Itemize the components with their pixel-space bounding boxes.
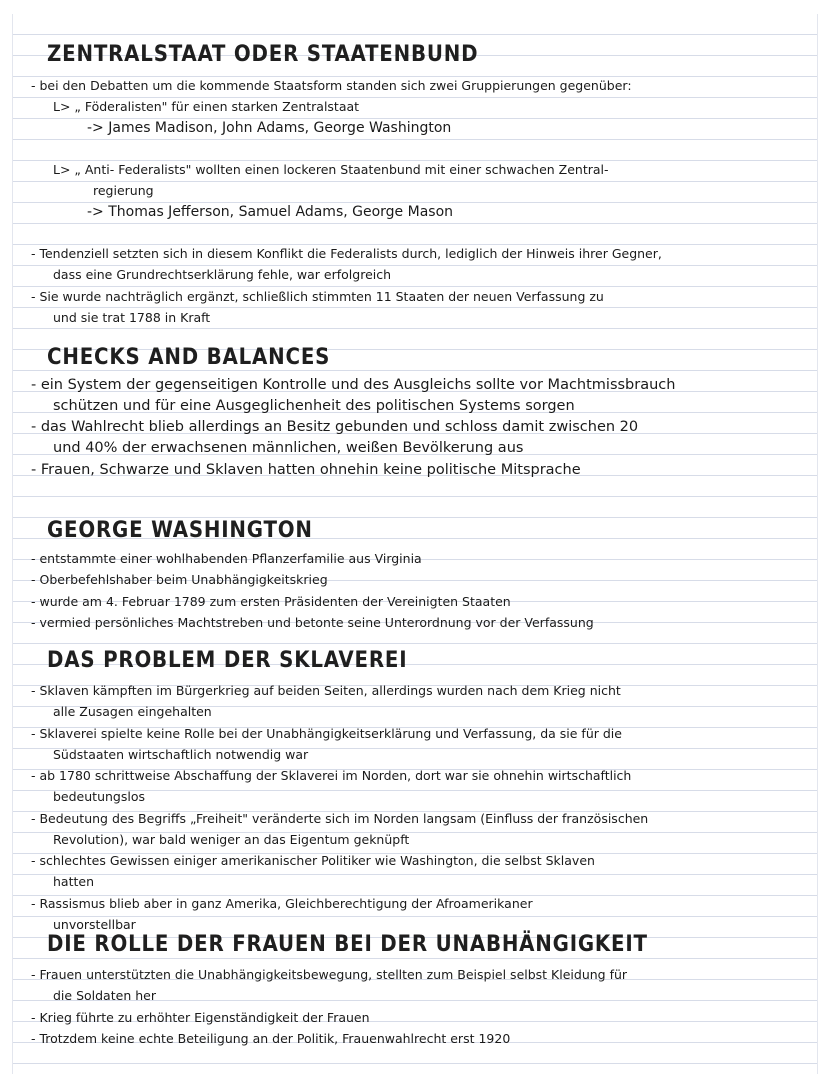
note-line: - das Wahlrecht blieb allerdings an Besitz gebunden und schloss damit zwischen 20 (31, 419, 639, 435)
note-line: schützen und für eine Ausgeglichenheit des politischen Systems sorgen (53, 398, 575, 414)
note-line: - Sie wurde nachträglich ergänzt, schließlich stimmten 11 Staaten der neuen Verfassung zu (31, 289, 604, 304)
note-line: dass eine Grundrechtserklärung fehle, war erfolgreich (53, 267, 392, 282)
note-line: - Tendenziell setzten sich in diesem Konflikt die Federalists durch, lediglich der Hinweis ihrer Gegner, (31, 246, 662, 261)
note-line: -> Thomas Jefferson, Samuel Adams, George Mason (87, 204, 454, 220)
note-line: unvorstellbar (53, 917, 136, 932)
page-bottom-margin (0, 1074, 828, 1086)
note-line: -> James Madison, John Adams, George Washington (87, 120, 452, 136)
note-line: - ab 1780 schrittweise Abschaffung der Sklaverei im Norden, dort war sie ohnehin wirtschaftlich (31, 768, 632, 783)
note-line: L> „ Föderalisten" für einen starken Zentralstaat (53, 99, 360, 114)
heading-sklaverei: DAS PROBLEM DER SKLAVEREI (47, 648, 408, 673)
note-line: Revolution), war bald weniger an das Eigentum geknüpft (53, 832, 410, 847)
note-line: - Oberbefehlshaber beim Unabhängigkeitskrieg (31, 572, 328, 587)
heading-checks-and-balances: CHECKS AND BALANCES (47, 345, 331, 370)
note-line: - Frauen unterstützten die Unabhängigkeitsbewegung, stellten zum Beispiel selbst Kleidung für (31, 967, 628, 982)
heading-frauen: DIE ROLLE DER FRAUEN BEI DER UNABHÄNGIGKEIT (47, 932, 648, 957)
note-line: - bei den Debatten um die kommende Staatsform standen sich zwei Gruppierungen gegenüber: (31, 78, 632, 93)
note-line: hatten (53, 874, 94, 889)
note-line: - Sklaverei spielte keine Rolle bei der Unabhängigkeitserklärung und Verfassung, da sie für die (31, 726, 622, 741)
note-line: und sie trat 1788 in Kraft (53, 310, 211, 325)
note-line: - Krieg führte zu erhöhter Eigenständigkeit der Frauen (31, 1010, 370, 1025)
notebook-page (12, 14, 818, 1074)
heading-zentralstaat: ZENTRALSTAAT ODER STAATENBUND (47, 42, 479, 67)
note-line: - Frauen, Schwarze und Sklaven hatten ohnehin keine politische Mitsprache (31, 462, 581, 478)
note-line: L> „ Anti- Federalists" wollten einen lockeren Staatenbund mit einer schwachen Zentral- (53, 162, 609, 177)
note-line: bedeutungslos (53, 789, 145, 804)
note-line: - wurde am 4. Februar 1789 zum ersten Präsidenten der Vereinigten Staaten (31, 594, 511, 609)
note-line: die Soldaten her (53, 988, 156, 1003)
note-line: - schlechtes Gewissen einiger amerikanischer Politiker wie Washington, die selbst Sklaven (31, 853, 595, 868)
note-line: - Bedeutung des Begriffs „Freiheit" veränderte sich im Norden langsam (Einfluss der französischen (31, 811, 649, 826)
note-line: - Trotzdem keine echte Beteiligung an der Politik, Frauenwahlrecht erst 1920 (31, 1031, 511, 1046)
note-line: - entstammte einer wohlhabenden Pflanzerfamilie aus Virginia (31, 551, 422, 566)
note-line: und 40% der erwachsenen männlichen, weißen Bevölkerung aus (53, 440, 524, 456)
note-line: - Rassismus blieb aber in ganz Amerika, Gleichberechtigung der Afroamerikaner (31, 896, 533, 911)
note-line: - ein System der gegenseitigen Kontrolle und des Ausgleichs sollte vor Machtmissbrauch (31, 377, 676, 393)
note-line: regierung (93, 183, 154, 198)
heading-george-washington: GEORGE WASHINGTON (47, 518, 313, 543)
note-line: alle Zusagen eingehalten (53, 704, 212, 719)
note-line: - Sklaven kämpften im Bürgerkrieg auf beiden Seiten, allerdings wurden nach dem Krieg nicht (31, 683, 621, 698)
note-line: - vermied persönliches Machtstreben und betonte seine Unterordnung vor der Verfassung (31, 615, 594, 630)
note-line: Südstaaten wirtschaftlich notwendig war (53, 747, 309, 762)
